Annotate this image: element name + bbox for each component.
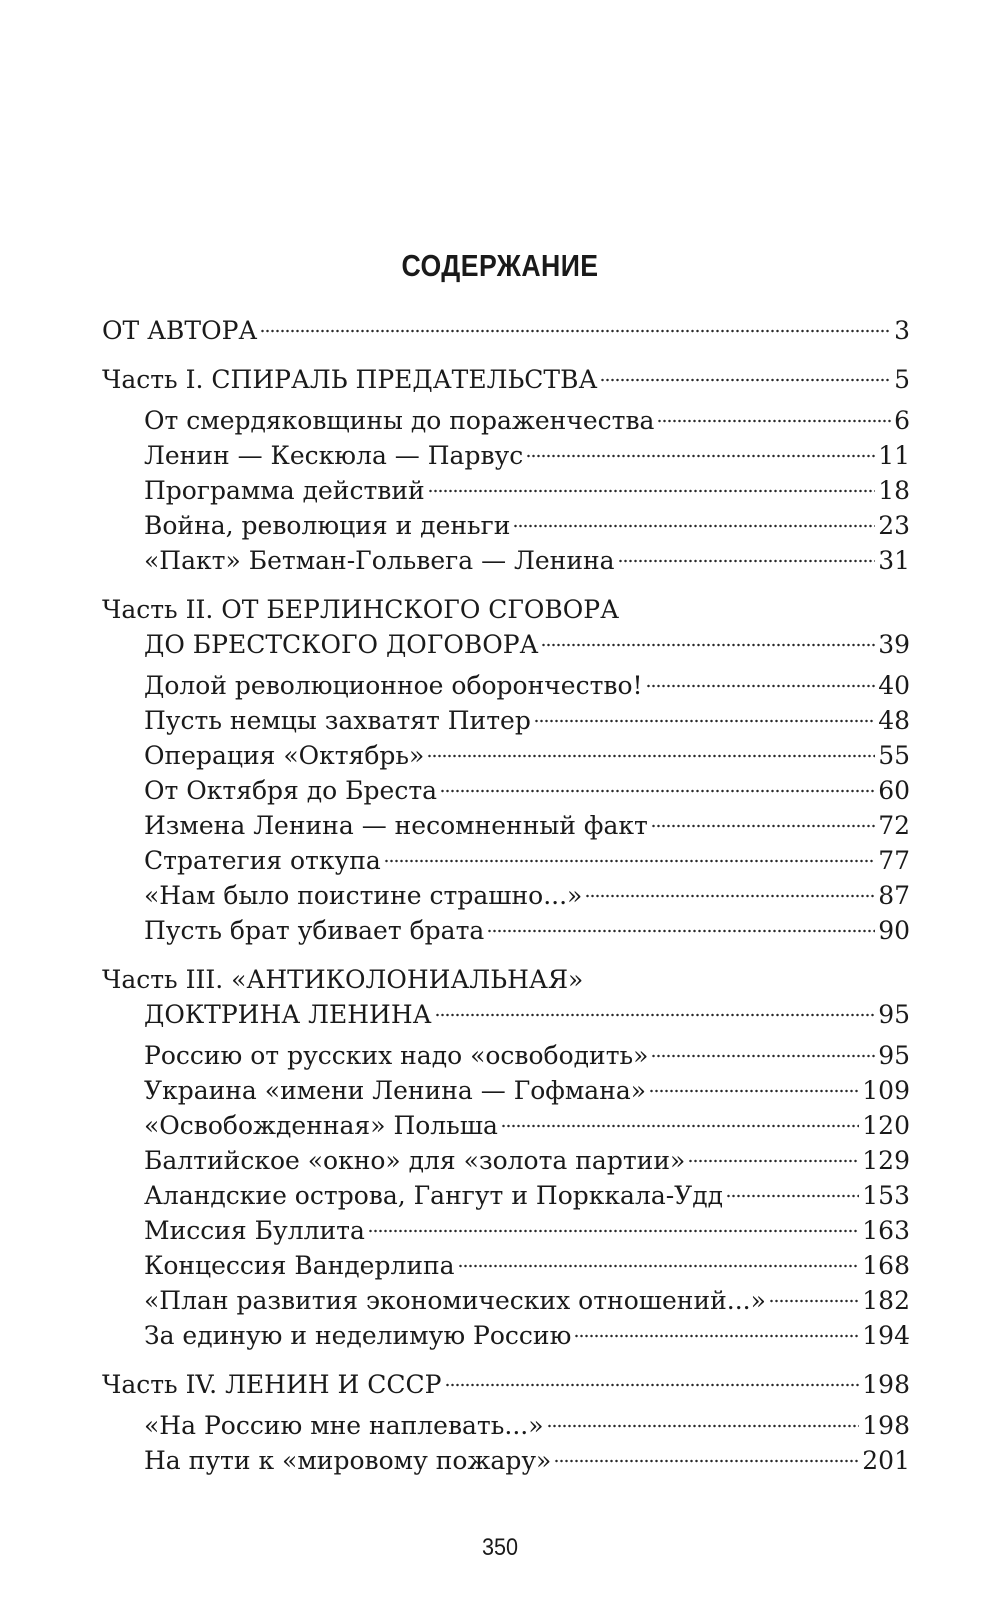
toc-chapter-page: 18 bbox=[878, 476, 910, 505]
toc-chapter-label: «Пакт» Бетман-Гольвега — Ленина bbox=[144, 546, 615, 575]
toc-chapter-page: 194 bbox=[862, 1321, 910, 1350]
toc-chapter-label: Война, революция и деньги bbox=[144, 511, 511, 540]
toc-chapter bbox=[102, 1248, 910, 1283]
toc-part-2 bbox=[102, 592, 910, 948]
dot-leader bbox=[547, 1424, 860, 1428]
toc-chapter bbox=[102, 1283, 910, 1318]
dot-leader bbox=[688, 1159, 859, 1163]
toc-part-title: Часть II. ОТ БЕРЛИНСКОГО СГОВОРА bbox=[102, 595, 620, 624]
toc-chapter bbox=[102, 738, 910, 773]
toc-chapter-list bbox=[102, 403, 910, 578]
toc-part-title: ДО БРЕСТСКОГО ДОГОВОРА bbox=[144, 630, 539, 659]
toc-part-4 bbox=[102, 1367, 910, 1478]
toc-part-title-row bbox=[102, 627, 910, 662]
toc-chapter-page: 48 bbox=[878, 706, 910, 735]
toc-chapter bbox=[102, 773, 910, 808]
table-of-contents bbox=[102, 313, 910, 1478]
toc-part-page: 198 bbox=[862, 1370, 910, 1399]
toc-chapter bbox=[102, 1408, 910, 1443]
toc-chapter-label: Ленин — Кескюла — Парвус bbox=[144, 441, 524, 470]
toc-entry-preface bbox=[102, 313, 910, 348]
toc-part-title-row bbox=[102, 997, 910, 1032]
toc-chapter-page: 198 bbox=[862, 1411, 910, 1440]
toc-chapter-label: Пусть немцы захватят Питер bbox=[144, 706, 531, 735]
page-title: СОДЕРЖАНИЕ bbox=[401, 248, 599, 283]
toc-part-page: 95 bbox=[878, 1000, 910, 1029]
toc-chapter-page: 95 bbox=[878, 1041, 910, 1070]
toc-chapter-page: 201 bbox=[862, 1446, 910, 1475]
toc-chapter-list bbox=[102, 668, 910, 948]
toc-chapter-page: 77 bbox=[878, 846, 910, 875]
dot-leader bbox=[585, 894, 875, 898]
toc-chapter-page: 153 bbox=[862, 1181, 910, 1210]
toc-chapter-page: 168 bbox=[862, 1251, 910, 1280]
dot-leader bbox=[368, 1229, 859, 1233]
toc-chapter-page: 40 bbox=[878, 671, 910, 700]
dot-leader bbox=[501, 1124, 859, 1128]
toc-chapter bbox=[102, 808, 910, 843]
dot-leader bbox=[428, 489, 875, 493]
toc-chapter bbox=[102, 1038, 910, 1073]
dot-leader bbox=[646, 684, 876, 688]
toc-chapter-label: «Нам было поистине страшно...» bbox=[144, 881, 583, 910]
toc-chapter-label: Долой революционное оборончество! bbox=[144, 671, 643, 700]
dot-leader bbox=[618, 559, 876, 563]
toc-chapter-label: От Октября до Бреста bbox=[144, 776, 438, 805]
toc-chapter-label: Операция «Октябрь» bbox=[144, 741, 425, 770]
toc-chapter bbox=[102, 878, 910, 913]
toc-chapter-label: Пусть брат убивает брата bbox=[144, 916, 485, 945]
toc-chapter-page: 163 bbox=[862, 1216, 910, 1245]
dot-leader bbox=[458, 1264, 860, 1268]
dot-leader bbox=[600, 378, 891, 382]
toc-chapter bbox=[102, 668, 910, 703]
toc-part-3 bbox=[102, 962, 910, 1353]
toc-part-title: Часть III. «АНТИКОЛОНИАЛЬНАЯ» bbox=[102, 965, 584, 994]
toc-chapter-page: 11 bbox=[878, 441, 910, 470]
dot-leader bbox=[435, 1013, 876, 1017]
dot-leader bbox=[541, 643, 875, 647]
dot-leader bbox=[260, 329, 891, 333]
toc-chapter-label: Концессия Вандерлипа bbox=[144, 1251, 455, 1280]
toc-chapter-page: 23 bbox=[878, 511, 910, 540]
toc-chapter bbox=[102, 473, 910, 508]
toc-chapter-label: Стратегия откупа bbox=[144, 846, 381, 875]
dot-leader bbox=[574, 1334, 859, 1338]
toc-chapter-label: Аландские острова, Гангут и Порккала-Удд bbox=[144, 1181, 724, 1210]
toc-part-page: 39 bbox=[878, 630, 910, 659]
toc-chapter bbox=[102, 1143, 910, 1178]
dot-leader bbox=[427, 754, 875, 758]
toc-chapter-label: Украина «имени Ленина — Гофмана» bbox=[144, 1076, 647, 1105]
toc-chapter bbox=[102, 703, 910, 738]
toc-chapter bbox=[102, 1213, 910, 1248]
dot-leader bbox=[554, 1459, 859, 1463]
toc-chapter bbox=[102, 843, 910, 878]
dot-leader bbox=[726, 1194, 859, 1198]
toc-part-title: ДОКТРИНА ЛЕНИНА bbox=[144, 1000, 432, 1029]
toc-chapter-page: 60 bbox=[878, 776, 910, 805]
dot-leader bbox=[445, 1383, 860, 1387]
toc-chapter-label: «Освобожденная» Польша bbox=[144, 1111, 498, 1140]
dot-leader bbox=[657, 419, 891, 423]
toc-chapter-label: Программа действий bbox=[144, 476, 425, 505]
toc-chapter-label: Измена Ленина — несомненный факт bbox=[144, 811, 648, 840]
toc-chapter bbox=[102, 1443, 910, 1478]
toc-chapter-page: 182 bbox=[862, 1286, 910, 1315]
toc-part-1 bbox=[102, 362, 910, 578]
toc-chapter bbox=[102, 913, 910, 948]
toc-chapter-page: 87 bbox=[878, 881, 910, 910]
toc-chapter-page: 109 bbox=[862, 1076, 910, 1105]
dot-leader bbox=[487, 929, 875, 933]
toc-part-page: 5 bbox=[894, 365, 910, 394]
toc-chapter-page: 120 bbox=[862, 1111, 910, 1140]
toc-chapter-label: «На Россию мне наплевать...» bbox=[144, 1411, 544, 1440]
toc-parts bbox=[102, 362, 910, 1478]
toc-chapter-label: Миссия Буллита bbox=[144, 1216, 365, 1245]
toc-part-title: Часть I. СПИРАЛЬ ПРЕДАТЕЛЬСТВА bbox=[102, 365, 598, 394]
toc-chapter-label: За единую и неделимую Россию bbox=[144, 1321, 572, 1350]
toc-part-title: Часть IV. ЛЕНИН И СССР bbox=[102, 1370, 442, 1399]
toc-chapter-list bbox=[102, 1038, 910, 1353]
toc-chapter bbox=[102, 1318, 910, 1353]
toc-entry-label: ОТ АВТОРА bbox=[102, 316, 258, 345]
toc-chapter bbox=[102, 403, 910, 438]
toc-chapter-page: 55 bbox=[878, 741, 910, 770]
toc-entry-page: 3 bbox=[894, 316, 910, 345]
toc-chapter-list bbox=[102, 1408, 910, 1478]
dot-leader bbox=[534, 719, 875, 723]
toc-chapter bbox=[102, 508, 910, 543]
dot-leader bbox=[384, 859, 875, 863]
toc-chapter bbox=[102, 1178, 910, 1213]
toc-chapter bbox=[102, 1108, 910, 1143]
dot-leader bbox=[651, 824, 875, 828]
toc-chapter-label: Россию от русских надо «освободить» bbox=[144, 1041, 649, 1070]
toc-chapter-page: 31 bbox=[878, 546, 910, 575]
toc-chapter-page: 6 bbox=[894, 406, 910, 435]
dot-leader bbox=[526, 454, 875, 458]
toc-chapter-page: 90 bbox=[878, 916, 910, 945]
toc-chapter bbox=[102, 1073, 910, 1108]
dot-leader bbox=[651, 1054, 875, 1058]
toc-chapter-label: Балтийское «окно» для «золота партии» bbox=[144, 1146, 686, 1175]
toc-chapter bbox=[102, 543, 910, 578]
toc-chapter-page: 72 bbox=[878, 811, 910, 840]
toc-chapter bbox=[102, 438, 910, 473]
dot-leader bbox=[769, 1299, 859, 1303]
toc-part-title-row bbox=[102, 1367, 910, 1402]
toc-part-title-row bbox=[102, 362, 910, 397]
dot-leader bbox=[513, 524, 875, 528]
dot-leader bbox=[649, 1089, 859, 1093]
page-number: 350 bbox=[481, 1534, 519, 1561]
toc-chapter-label: На пути к «мировому пожару» bbox=[144, 1446, 552, 1475]
toc-chapter-label: От смердяковщины до пораженчества bbox=[144, 406, 655, 435]
toc-chapter-page: 129 bbox=[862, 1146, 910, 1175]
dot-leader bbox=[440, 789, 875, 793]
toc-chapter-label: «План развития экономических отношений...» bbox=[144, 1286, 766, 1315]
